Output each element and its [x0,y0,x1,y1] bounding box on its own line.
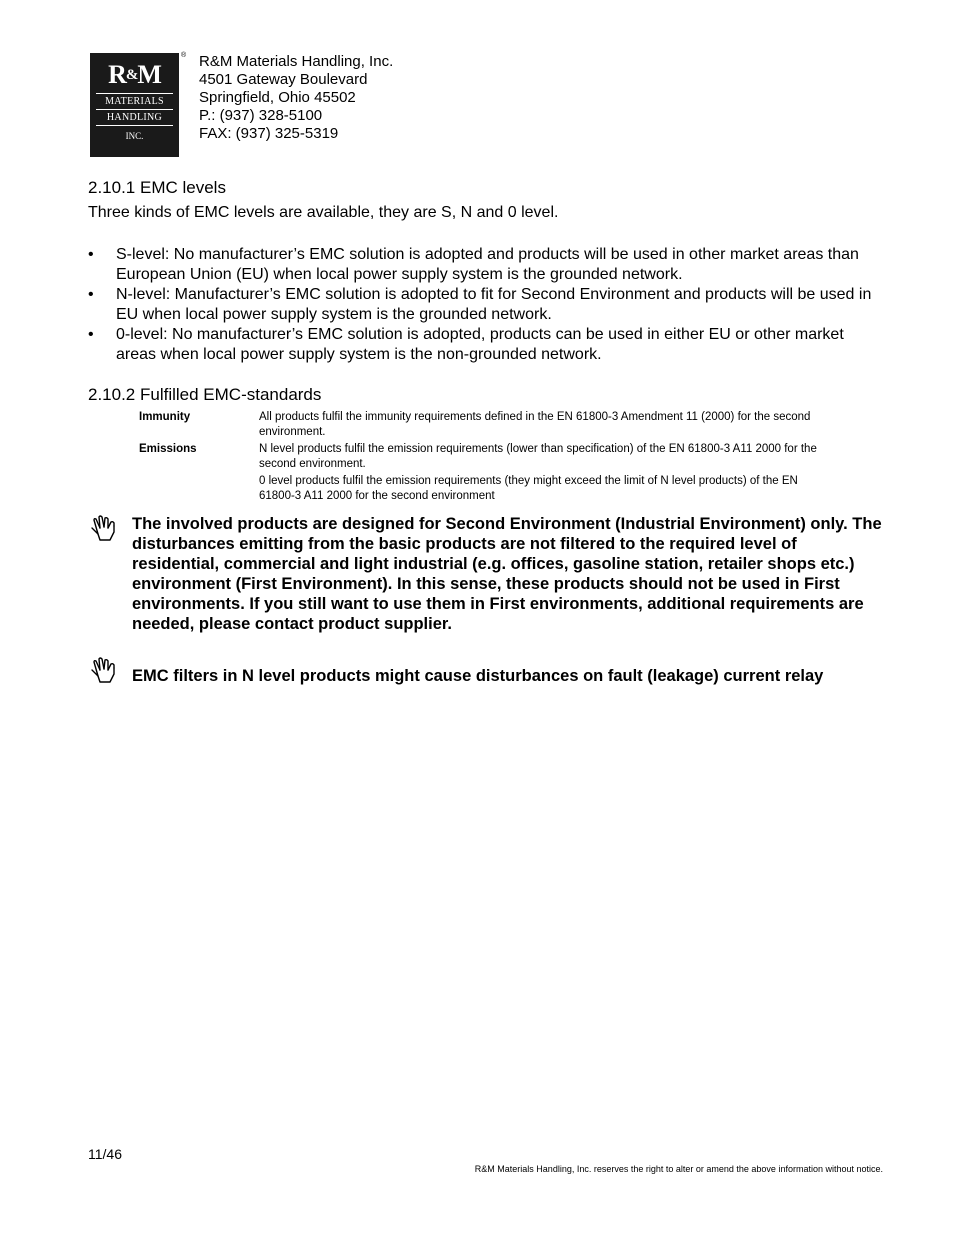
note-block [88,514,888,634]
section-heading-emc-levels: 2.10.1 EMC levels [88,178,226,197]
hand-pointer-icon [88,656,120,686]
note-block [88,656,888,686]
note-text: EMC filters in N level products might cause disturbances on fault (leakage) current relay [132,667,824,685]
list-item-text: 0-level: No manufacturer’s EMC solution is adopted, products can be used in either EU or other market areas when local power supply system is the non-grounded network. [116,326,844,363]
list-item [88,285,888,325]
row-text: N level products fulfil the emission requirements (lower than specification) of the EN 61800-3 A11 2000 for the second environment. [259,443,817,470]
bullet-icon: • [88,326,94,343]
emc-standards-table [139,410,839,506]
bullet-icon: • [88,246,94,263]
logo-inc: INC. [125,131,144,141]
list-item-text: S-level: No manufacturer’s EMC solution is adopted and products will be used in other market areas than European Union (EU) when local power supply system is the grounded network. [116,246,859,283]
footer-disclaimer: R&M Materials Handling, Inc. reserves the right to alter or amend the above information without notice. [474,1164,883,1174]
company-address [199,53,393,143]
list-item [88,325,888,365]
company-name: R&M Materials Handling, Inc. [199,53,394,70]
logo-wordmark: R&M [108,60,161,89]
logo-materials: MATERIALS [105,96,164,107]
section-heading-emc-standards: 2.10.2 Fulfilled EMC-standards [88,385,322,404]
city-address: Springfield, Ohio 45502 [199,89,356,106]
row-text: All products fulfil the immunity requirements defined in the EN 61800-3 Amendment 11 (2000) for the second environment. [259,411,811,438]
emc-level-list [88,245,888,365]
table-row [139,410,839,440]
list-item [88,245,888,285]
registered-mark: ® [181,52,187,59]
bullet-icon: • [88,286,94,303]
row-label: Immunity [139,411,191,423]
list-item-text: N-level: Manufacturer’s EMC solution is adopted to fit for Second Environment and products will be used in EU when local power supply system is the grounded network. [116,286,872,323]
row-label: Emissions [139,443,197,455]
phone-number: P.: (937) 328-5100 [199,107,323,124]
section-intro: Three kinds of EMC levels are available, they are S, N and 0 level. [88,204,559,221]
table-row [139,474,839,504]
street-address: 4501 Gateway Boulevard [199,71,368,88]
note-text: The involved products are designed for Second Environment (Industrial Environment) only. The disturbances emitting from the basic products are not filtered to the required level of residential, commercial and light industrial (e.g. offices, gasoline station, retailer shops etc.) environment (First Environment). In this sense, these products should not be used in First environments. If you still want to use them in First environments, additional requirements are needed, please contact product supplier. [132,515,882,633]
fax-number: FAX: (937) 325-5319 [199,125,339,142]
company-logo [90,53,179,157]
table-row [139,442,839,472]
logo-handling: HANDLING [106,112,163,123]
logo-divider [96,125,173,126]
hand-pointer-icon [88,514,120,544]
page-number: 11/46 [88,1146,122,1162]
row-text: 0 level products fulfil the emission requirements (they might exceed the limit of N level products) of the EN 61800-3 A11 2000 for the second environment [259,475,798,502]
